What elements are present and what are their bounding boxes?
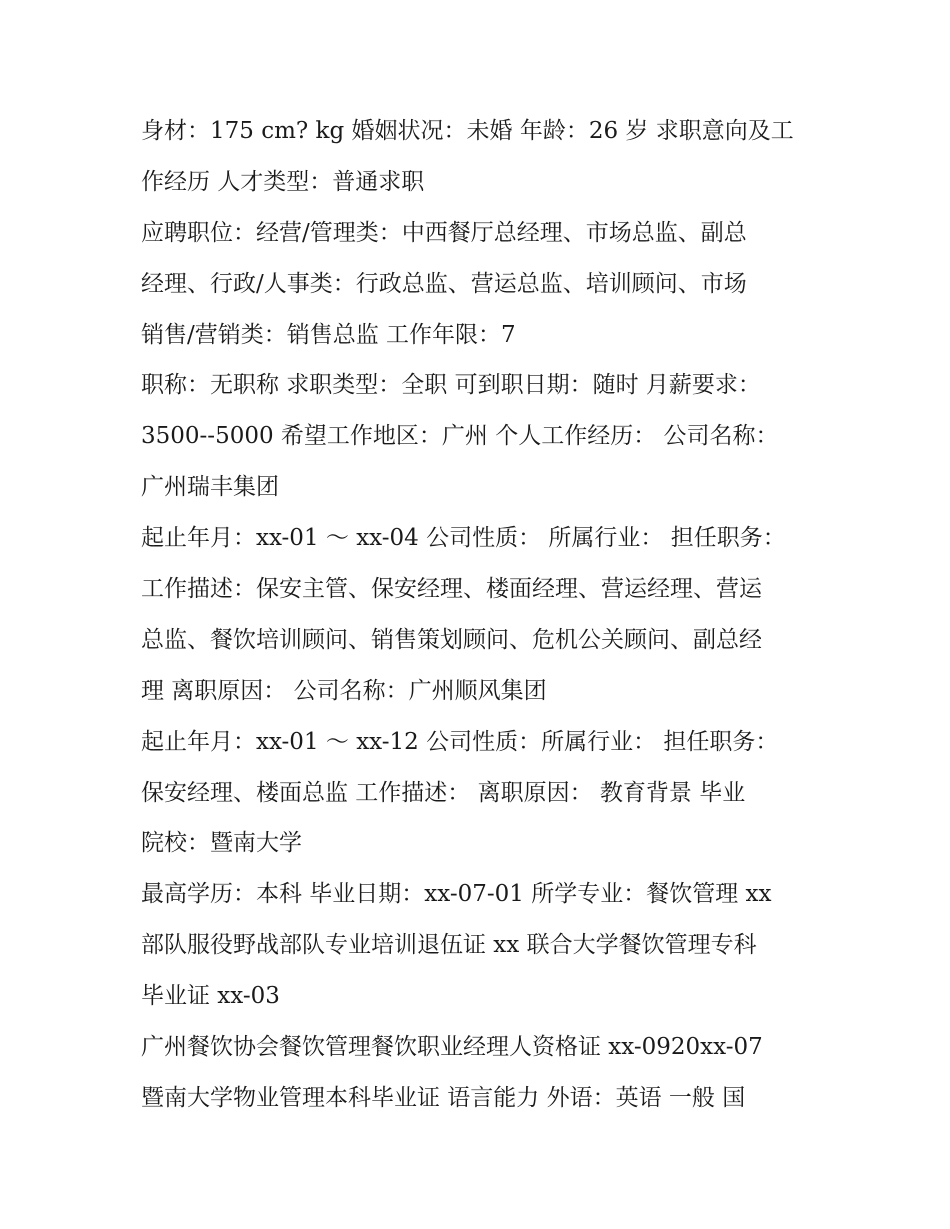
text-line-degree: 最高学历：本科 毕业日期：xx-07-01 所学专业：餐饮管理 xx — [141, 881, 772, 908]
text-line-talent-type: 作经历 人才类型：普通求职 — [141, 168, 425, 195]
text-line-sales: 销售/营销类：销售总监 工作年限：7 — [141, 321, 516, 348]
text-line-company-2: 理 离职原因： 公司名称：广州顺风集团 — [141, 677, 547, 704]
text-line-language: 暨南大学物业管理本科毕业证 语言能力 外语：英语 一般 国 — [141, 1084, 746, 1111]
text-line-position-cont: 经理、行政/人事类：行政总监、营运总监、培训顾问、市场 — [141, 270, 747, 297]
text-line-title: 职称：无职称 求职类型：全职 可到职日期：随时 月薪要求： — [141, 372, 761, 399]
resume-text-block — [141, 106, 821, 1124]
text-line-certificate-1: 部队服役野战部队专业培训退伍证 xx 联合大学餐饮管理专科 — [141, 932, 757, 959]
text-line-job-description-cont: 总监、餐饮培训顾问、销售策划顾问、危机公关顾问、副总经 — [141, 626, 762, 653]
text-line-salary: 3500--5000 希望工作地区：广州 个人工作经历： 公司名称： — [141, 423, 779, 450]
text-line-certificate-2: 毕业证 xx-03 — [141, 983, 280, 1010]
text-line-certificate-3: 广州餐饮协会餐饮管理餐饮职业经理人资格证 xx-0920xx-07 — [141, 1034, 763, 1061]
text-line-period-2: 起止年月：xx-01 ～ xx-12 公司性质：所属行业： 担任职务： — [141, 728, 779, 755]
text-line-physique: 身材：175 cm? kg 婚姻状况：未婚 年龄：26 岁 求职意向及工 — [141, 118, 794, 144]
text-line-position: 应聘职位：经营/管理类：中西餐厅总经理、市场总监、副总 — [141, 219, 747, 246]
text-line-company-1: 广州瑞丰集团 — [141, 474, 279, 501]
text-line-education: 保安经理、楼面总监 工作描述： 离职原因： 教育背景 毕业 — [141, 779, 746, 806]
text-line-job-description: 工作描述：保安主管、保安经理、楼面经理、营运经理、营运 — [141, 576, 762, 603]
text-line-school: 院校：暨南大学 — [141, 830, 302, 857]
text-line-period-1: 起止年月：xx-01 ～ xx-04 公司性质： 所属行业： 担任职务： — [141, 525, 786, 552]
